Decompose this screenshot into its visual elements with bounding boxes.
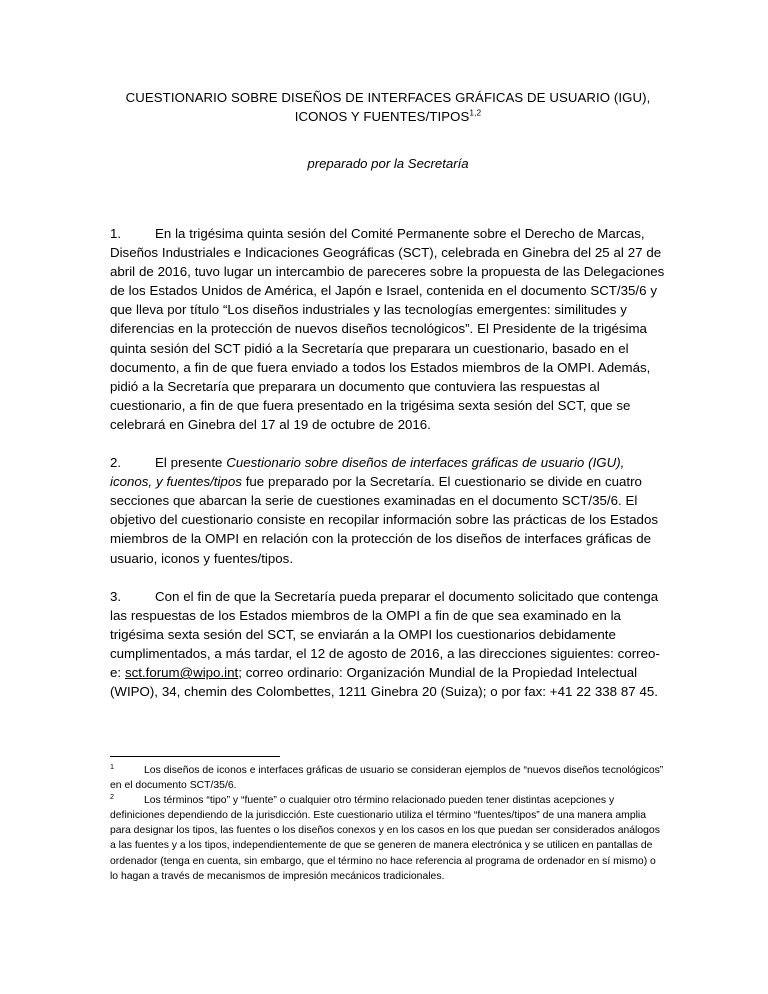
paragraph-3-number: 3. (110, 588, 122, 604)
footnote-2: 2 Los términos “tipo” y “fuente” o cualquier otro término relacionado pueden tener distintas acepciones y definiciones dependiendo de la jurisdicción. Este cuestionario utiliza el término “fuentes/tipos” de una manera amplia para designar los tipos, las fuentes o los diseños conexos y en los casos en los que puedan ser considerados análogos a las fuentes y a los tipos, independientemente de que se generen de manera electrónica y se utilicen en pantallas de ordenador (tenga en cuenta, sin embargo, que el término no hace referencia al programa de ordenador en sí mismo) o lo hagan a través de mecanismos de impresión mecánicos tradicionales. (110, 791, 660, 882)
title-block (110, 88, 666, 173)
title-line-2: ICONOS Y FUENTES/TIPOS (294, 109, 470, 124)
paragraph-2-lead: El presente (155, 455, 227, 471)
paragraph-1 (110, 224, 666, 434)
paragraph-2-tail: fue preparado por la Secretaría. El cuestionario se divide en cuatro secciones que abarcan la serie de cuestiones examinadas en el documento SCT/35/6. El objetivo del cuestionario consiste en recopilar información sobre las prácticas de los Estados miembros de la OMPI en relación con la protección de los diseños de interfaces gráficas de usuario, iconos y fuentes/tipos. (110, 474, 658, 566)
title-line-1: CUESTIONARIO SOBRE DISEÑOS DE INTERFACES GRÁFICAS DE USUARIO (IGU), (125, 90, 651, 105)
paragraph-list (110, 173, 666, 701)
paragraph-1-text: En la trigésima quinta sesión del Comité Permanente sobre el Derecho de Marcas, Diseños Industriales e Indicaciones Geográficas (SCT), celebrada en Ginebra del 25 al 27 de abril de 2016, tuvo lugar un intercambio de pareceres sobre la propuesta de las Delegaciones de los Estados Unidos de América, el Japón e Israel, contenida en el documento SCT/35/6 y que lleva por título “Los diseños industriales y las tecnologías emergentes: similitudes y diferencias en la protección de nuevos diseños tecnológicos”. El Presidente de la trigésima quinta sesión del SCT pidió a la Secretaría que preparara un cuestionario, basado en el documento, a fin de que fuera enviado a todos los Estados miembros de la OMPI. Además, pidió a la Secretaría que preparara un documento que contuviera las respuestas al cuestionario, a fin de que fuera presentado en la trigésima sexta sesión del SCT, que se celebrará en Ginebra del 17 al 19 de octubre de 2016. (110, 226, 665, 432)
footnote-separator-rule (110, 756, 280, 757)
paragraph-2 (110, 453, 666, 568)
footnote-2-text: Los términos “tipo” y “fuente” o cualquier otro término relacionado pueden tener distintas acepciones y definiciones dependiendo de la jurisdicción. Este cuestionario utiliza el término “fuentes/tipos” de una manera amplia para designar los tipos, las fuentes o los diseños conexos y en los casos en los que puedan ser considerados análogos a las fuentes y a los tipos, independientemente de que se generen de manera electrónica y se utilicen en pantallas de ordenador (tenga en cuenta, sin embargo, que el término no hace referencia al programa de ordenador en sí mismo) o lo hagan a través de mecanismos de impresión mecánicos tradicionales. (110, 795, 660, 882)
title-footnote-marks: 1,2 (469, 107, 482, 118)
paragraph-2-italic-title: Cuestionario sobre diseños de interfaces gráficas de usuario (IGU), iconos, y fuentes/tipos (110, 455, 625, 490)
prepared-by-line: preparado por la Secretaría (307, 156, 469, 171)
email-link[interactable]: sct.forum@wipo.int (124, 664, 239, 680)
footnote-1-text: Los diseños de iconos e interfaces gráficas de usuario se consideran ejemplos de “nuevos diseños tecnológicos” en el documento SCT/35/6. (110, 765, 664, 792)
footnote-1: 1 Los diseños de iconos e interfaces gráficas de usuario se consideran ejemplos de “nuevos diseños tecnológicos” en el documento SCT/35/6. (110, 761, 664, 792)
paragraph-3-tail: ; correo ordinario: Organización Mundial de la Propiedad Intelectual (WIPO), 34, chemin des Colombettes, 1211 Ginebra 20 (Suiza); o por fax: +41 22 338 87 45. (110, 664, 658, 700)
document-body (110, 88, 666, 701)
paragraph-1-number: 1. (110, 226, 122, 241)
paragraph-3 (110, 587, 666, 702)
footnote-section (110, 756, 666, 884)
paragraph-2-number: 2. (110, 455, 122, 471)
paragraph-3-lead: Con el fin de que la Secretaría pueda preparar el documento solicitado que contenga las respuestas de los Estados miembros de la OMPI a fin de que sea examinado en la trigésima sexta sesión del SCT, se enviarán a la OMPI los cuestionarios debidamente cumplimentados, a más tardar, el 12 de agosto de 2016, a las direcciones siguientes: correo-e: (110, 588, 660, 680)
page-title (110, 88, 666, 126)
